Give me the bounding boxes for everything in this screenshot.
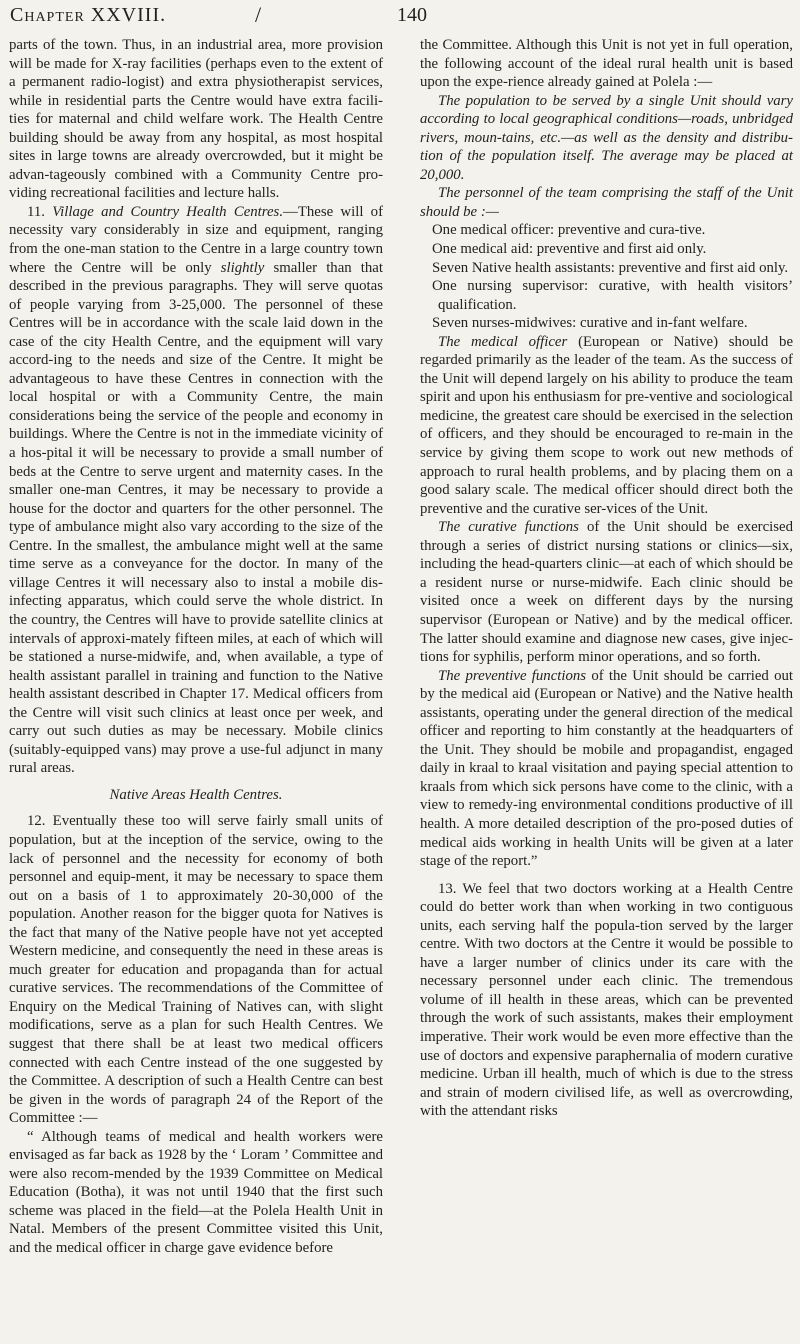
staff-item: Seven nurses-midwives: curative and in-fant welfare. [432, 315, 748, 332]
quote-medical-officer: The medical officer (European or Native) should be regarded primarily as the leader of the team. As the success of the Unit will depend largely on his ability to produce the team spirit and upon his enthusiasm for pre-ventive and sociological medicine, the greatest care should be exercised in the selection of officers, and they should be encouraged to re-main in the service by giving them scope to work out new methods of approach to rural health problems, and by placing them on a good salary scale. The medical officer should direct both the preventive and the curative ser-vices of the Unit. [420, 333, 794, 517]
quote-population: The population to be served by a single Unit should vary according to local geographical conditions—roads, unbridged rivers, moun-tains, etc.—as well as the density and distribu-tion of the population itself. The average may be placed at 20,000. [420, 92, 793, 183]
quote-personnel-intro: The personnel of the team comprising the staff of the Unit should be :— [420, 185, 793, 220]
margin-mark: / [255, 2, 262, 27]
left-column [9, 36, 383, 1258]
paragraph-continued: parts of the town. Thus, in an industrial area, more provision will be made for X-ray facilities (perhaps even to the extent of a permanent radio-logist) and extra physiotherapist services, while in residential parts the Centre would have extra facili-ties for maternal and child welfare work. The Health Centre building should be away from any hospital, as most hospital sites in large towns are already overcrowded, but it might be advan-tageously combined with a Community Centre pro-viding recreational facilities and lecture halls. [9, 37, 383, 202]
quote-preventive-functions: The preventive functions of the Unit should be carried out by the medical aid (European or Native) and the Native health assistants, operating under the general direction of the medical officer and reporting to him constantly at the headquarters of the Unit. They should be mobile and propagandist, engaged daily in kraal to kraal visitation and paying special attention to kraals from which sick persons have come to the clinic, with a view to remedy-ing environmental conditions productive of ill health. A more detailed description of the pro-posed duties of medical aids working in health Units will be given at a later stage of the report.” [420, 667, 793, 870]
page-number: 140 [397, 4, 427, 26]
paragraph-continued: the Committee. Although this Unit is not yet in full operation, the following account of the ideal rural health unit is based upon the expe-rience already gained at Polela :— [420, 37, 793, 91]
paragraph-heading: Village and Country Health Centres. [52, 203, 284, 220]
paragraph-12: 12. Eventually these too will serve fairly small units of population, but at the inception of the service, owing to the lack of personnel and the necessity for economy of both personnel and equip-ment, it may be necessary to space them out on a basis of 1 to approximately 20-30,000 of the population. Another reason for the bigger quota for Natives is the fact that many of the Native people have not yet accepted Western medicine, and consequently the need in these areas is much greater for education and propaganda than for actual curative services. The recommendations of the Committee of Enquiry on the Medical Training of Natives can, with slight modifications, serve as a plan for such Health Centres. We suggest that there shall be at least two medical officers connected with each Centre instead of the one suggested by the Committee. A description of such a Health Centre can best be given in the words of paragraph 24 of the Report of the Committee :— [9, 813, 383, 1127]
quoted-paragraph: “ Although teams of medical and health workers were envisaged as far back as 1928 by the ‘ Loram ’ Committee and were also recom-mended by the 1939 Committee on Medical Education (Botha), it was not until 1940 that the first such scheme was placed in the field—at the Polela Health Unit in Natal. Members of the present Committee visited this Unit, and the medical officer in charge gave evidence before [9, 1128, 383, 1256]
paragraph-number: 11. [27, 203, 45, 220]
paragraph-text-rest: smaller than that described in the previous paragraphs. They will serve quotas of people varying from 3-25,000. The personnel of these Centres will be in accordance with the scale laid down in the case of the city Health Centre, and the equipment will vary accord-ing to the needs and size of the Centre. It might be advantageous to have these Centres in connection with the local hospital or with a Community Centre, the main considerations being the service of the people and economy in buildings. Where the Centre is not in the immediate vicinity of a hos-pital it will be necessary to provide a small number of beds at the Centre to serve urgent and maternity cases. In the smaller one-man Centres, it may be necessary to provide a house for the doctor and quarters for the other personnel. The type of ambulance might also vary according to the size of the Centre. In the smallest, the ambulance might well at the same time serve as a conveyance for the doctor. In many of the village Centres it will necessary also to instal a mobile dis-infecting apparatus, which could serve the whole district. In the country, the Centres will have to provide satellite clinics at intervals of approxi-mately fifteen miles, at each of which will be stationed a nurse-midwife, and, when available, a type of health assistant parallel in training and function to the Native health assistant described in Chapter 17. Medical officers from the Centre will visit such clinics at least once per week, and carry out such duties as may be necessary. Mobile clinics (suitably-equipped vans) may prove a use-ful adjunct in many rural areas. [9, 259, 383, 777]
paragraph-text: —These will of necessity vary considerably in size and equipment, ranging from the one-man station to the Centre in a large country town where the Centre will be only [9, 203, 384, 276]
subheading: The medical officer [438, 333, 568, 350]
paragraph-13: 13. We feel that two doctors working at a Health Centre could do better work than when working in two contiguous units, each serving half the popula-tion served by the larger centre. With two doctors at the Centre it would be possible to have a larger number of clinics under its care with the necessary personnel under each clinic. The tremendous volume of ill health in these areas, which can be prevented through the work of such assistants, makes their employment imperative. Their work would be even more effective than the use of doctors and expensive paraphernalia of modern curative medicine. Urban ill health, much of which is due to the stress and strain of modern civilised life, as well as overcrowding, with the attendant risks [420, 880, 793, 1120]
staff-item: Seven Native health assistants: preventive and first aid only. [432, 259, 789, 276]
staff-item: One medical officer: preventive and cura-tive. [432, 222, 706, 239]
running-header-chapter: Chapter XXVIII. [10, 4, 167, 26]
subheading: The curative functions [438, 519, 579, 536]
quote-curative-functions: The curative functions of the Unit should be exercised through a series of district nursing stations or clinics—six, including the head-quarters clinic—at each of which should be a resident nurse or nurse-midwife. Each clinic should be visited once a week on different days by the nursing supervisor (European or Native) and by the medical officer. The latter should examine and diagnose new cases, give injec-tions for syphilis, perform minor operations, and so forth. [420, 519, 794, 666]
staff-item: One medical aid: preventive and first aid only. [432, 241, 707, 258]
right-column [420, 36, 793, 1121]
paragraph-11 [9, 203, 383, 778]
emphasis-word: slightly [220, 259, 265, 276]
section-heading: Native Areas Health Centres. [109, 786, 283, 803]
subheading: The preventive functions [438, 667, 587, 684]
staff-item: One nursing supervisor: curative, with health visitors’ qualification. [432, 278, 793, 313]
